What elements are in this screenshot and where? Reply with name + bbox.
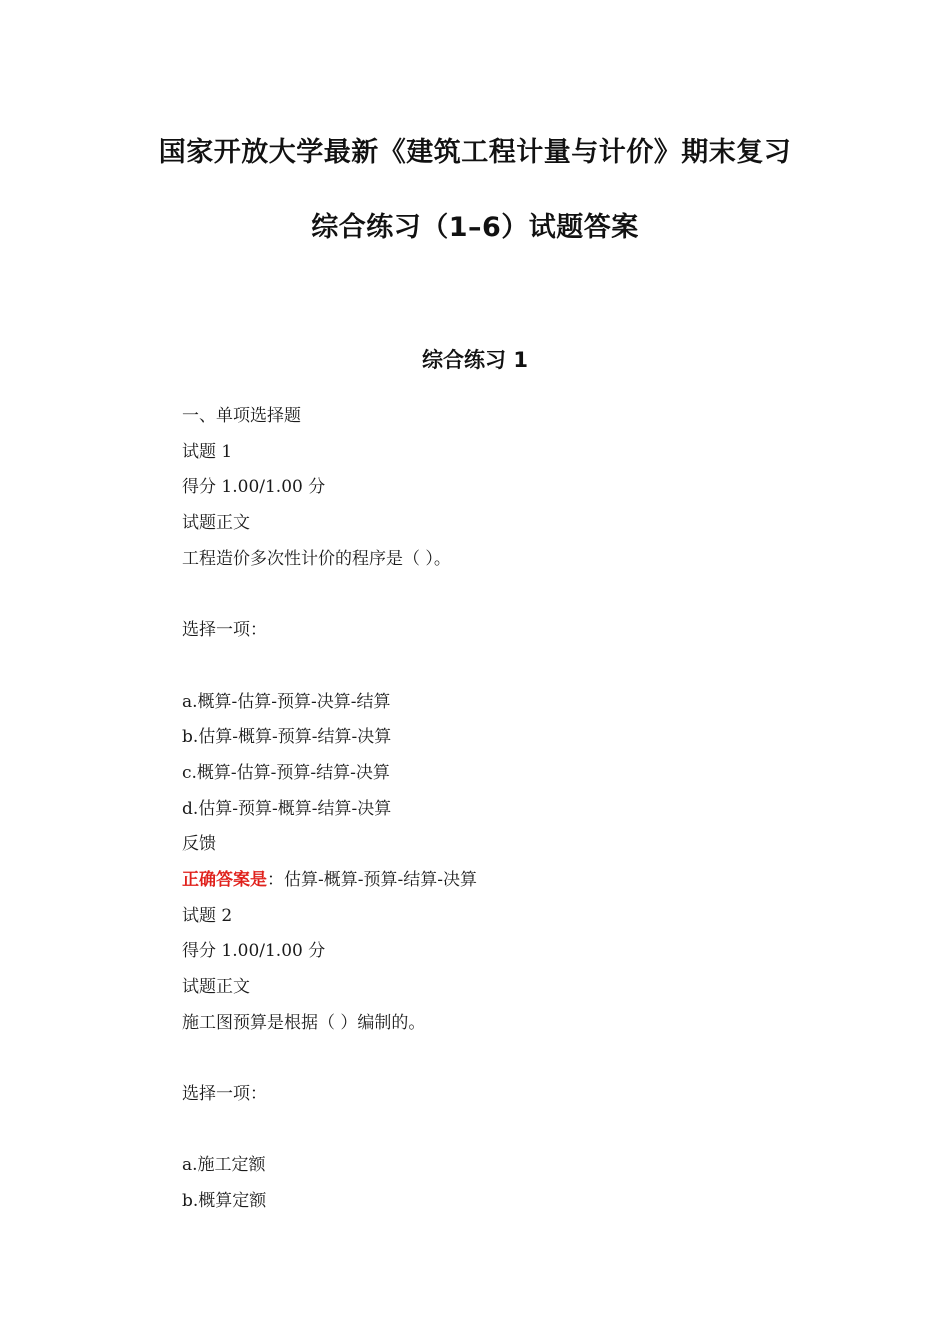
question-2 xyxy=(182,899,802,1220)
option-d: d.估算-预算-概算-结算-决算 xyxy=(182,798,392,819)
choose-one-label: 选择一项： xyxy=(182,1084,267,1105)
question-stem: 工程造价多次性计价的程序是（ ）。 xyxy=(182,548,451,569)
question-number: 试题 2 xyxy=(182,905,233,926)
exercise-body xyxy=(182,399,802,1220)
correct-answer xyxy=(182,863,802,899)
option-c: c.概算-估算-预算-结算-决算 xyxy=(182,762,390,783)
section-title: 综合练习 1 xyxy=(422,348,528,372)
feedback-label: 反馈 xyxy=(182,834,216,855)
question-body-label: 试题正文 xyxy=(182,513,250,534)
correct-answer-label: 正确答案是 xyxy=(182,869,267,890)
option-a: a.概算-估算-预算-决算-结算 xyxy=(182,691,391,712)
part-heading: 一、单项选择题 xyxy=(182,406,301,426)
choose-one-label: 选择一项： xyxy=(182,620,267,641)
correct-answer-text: ：估算-概算-预算-结算-决算 xyxy=(267,869,477,890)
document-title-line1: 国家开放大学最新《建筑工程计量与计价》期末复习 xyxy=(158,137,792,168)
option-b: b.概算定额 xyxy=(182,1191,267,1212)
spacer xyxy=(182,577,802,613)
spacer xyxy=(182,649,802,685)
question-1 xyxy=(182,435,802,899)
question-score: 得分 1.00/1.00 分 xyxy=(182,477,326,498)
spacer xyxy=(182,1113,802,1149)
question-number: 试题 1 xyxy=(182,441,233,462)
question-stem: 施工图预算是根据（ ）编制的。 xyxy=(182,1012,426,1033)
document-title-line2: 综合练习（1–6）试题答案 xyxy=(311,212,639,243)
option-b: b.估算-概算-预算-结算-决算 xyxy=(182,727,392,748)
spacer xyxy=(182,1041,802,1077)
question-body-label: 试题正文 xyxy=(182,977,250,997)
question-score: 得分 1.00/1.00 分 xyxy=(182,941,326,962)
option-a: a.施工定额 xyxy=(182,1155,266,1176)
